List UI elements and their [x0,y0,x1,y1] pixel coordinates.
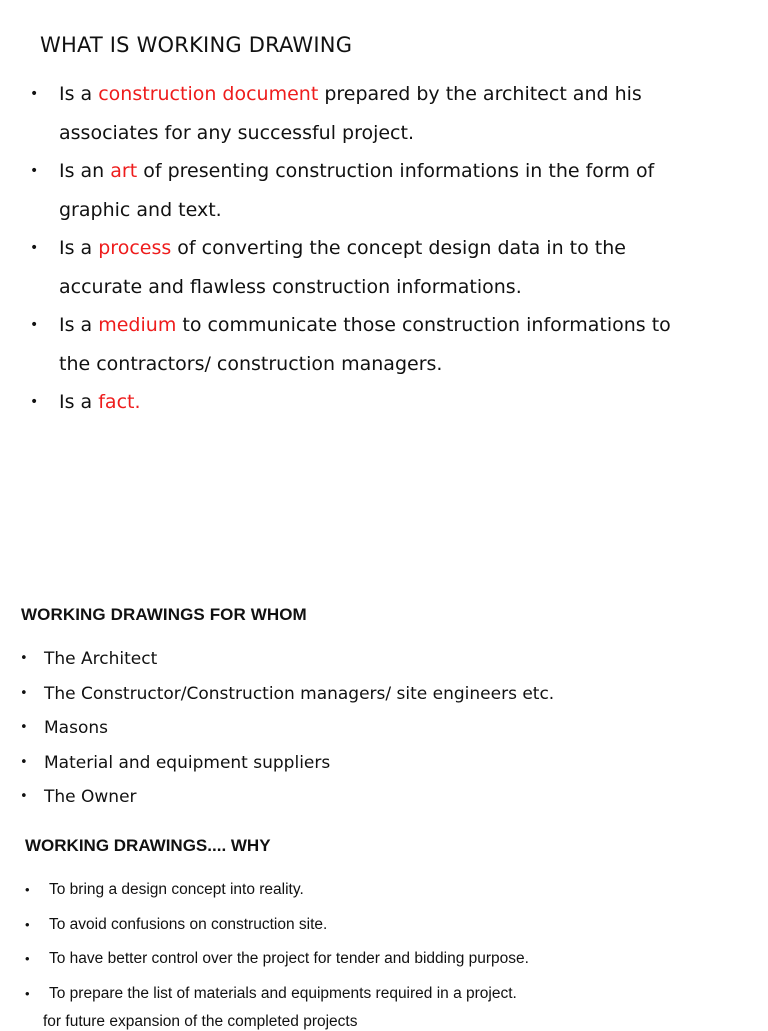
bullet-icon: • [20,720,28,735]
list-item [20,711,720,746]
audience-list [20,642,720,815]
item-prefix: Is an [59,160,111,182]
bullet-icon: • [25,882,30,897]
item-text: The Architect [44,649,158,669]
item-text: The Constructor/Construction managers/ site engineers etc. [44,683,555,704]
bullet-icon: • [30,86,39,102]
item-suffix: of converting the concept design data in to the accurate and flawless construction informations. [59,237,626,298]
reasons-list [25,873,725,1011]
list-item [25,942,725,977]
section-title-what-is-working-drawing: WHAT IS WORKING DRAWING [40,33,353,57]
item-text: To have better control over the project for tender and bidding purpose. [49,950,529,967]
item-text: To bring a design concept into reality. [49,881,304,898]
item-text: The Owner [44,787,137,807]
definition-list [30,75,690,422]
item-text: Masons [44,718,108,738]
list-item [30,383,690,422]
bullet-icon: • [30,394,39,410]
item-suffix: prepared by the architect and his associates for any successful project. [59,83,642,144]
highlighted-term: art [110,160,138,182]
item-suffix: to communicate those construction informations to the contractors/ construction managers. [59,314,671,375]
bullet-icon: • [30,240,39,256]
list-item [20,677,720,712]
list-item [20,746,720,781]
bullet-icon: • [25,916,30,932]
list-item [20,780,720,815]
item-text: To avoid confusions on construction site. [49,915,328,933]
bullet-icon: • [25,985,30,1001]
item-prefix: Is a [59,314,99,336]
cut-off-text-line: for future expansion of the completed projects [43,1013,358,1030]
bullet-icon: • [20,685,28,701]
highlighted-term: fact. [98,391,141,413]
list-item [30,306,690,383]
item-suffix: of presenting construction informations in the form of graphic and text. [59,160,655,221]
item-prefix: Is a [59,237,99,259]
highlighted-term: construction document [98,83,319,105]
item-text: To prepare the list of materials and equipments required in a project. [49,984,517,1002]
item-prefix: Is a [59,391,99,413]
list-item [25,873,725,908]
highlighted-term: medium [98,314,177,336]
bullet-icon: • [30,317,39,333]
list-item [30,229,690,306]
bullet-icon: • [30,163,39,179]
section-title-why: WORKING DRAWINGS.... WHY [25,836,271,855]
list-item [30,75,690,152]
highlighted-term: process [98,237,172,259]
item-prefix: Is a [59,83,99,105]
section-title-for-whom: WORKING DRAWINGS FOR WHOM [21,605,307,624]
bullet-icon: • [20,789,28,804]
list-item [25,908,725,943]
list-item [30,152,690,229]
bullet-icon: • [20,754,28,770]
item-text: Material and equipment suppliers [44,752,331,773]
bullet-icon: • [20,651,28,666]
bullet-icon: • [25,951,30,966]
list-item [20,642,720,677]
list-item [25,977,725,1012]
